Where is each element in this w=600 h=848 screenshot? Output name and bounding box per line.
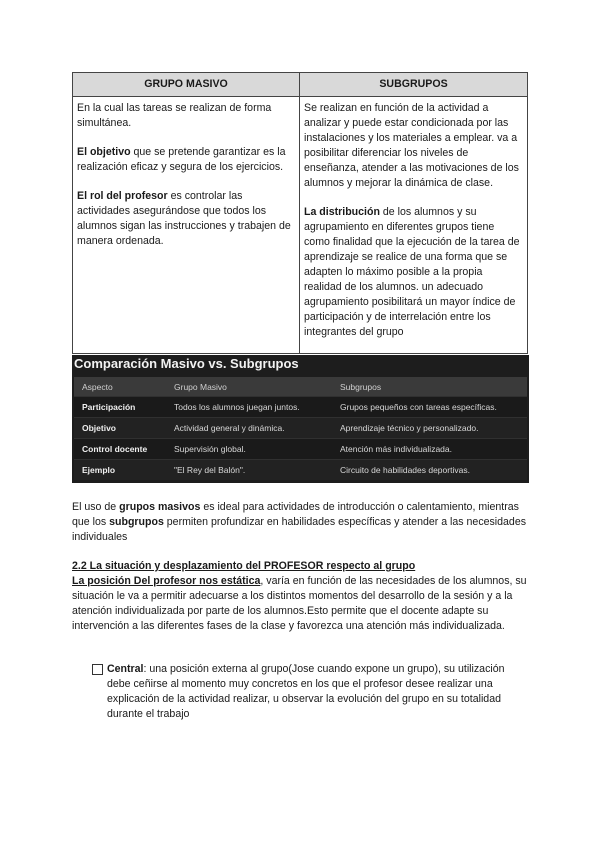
comparison-cell: Participación [74, 397, 166, 418]
masivo-p3-bold: El rol del profesor [77, 190, 168, 202]
bullet-bold: Central [107, 663, 144, 675]
masivo-p2-rest: que se pretende garantizar es la realización eficaz y segura de los ejercicios. [77, 146, 286, 173]
bullet-central [92, 662, 528, 722]
header-subgrupos: SUBGRUPOS [300, 73, 528, 97]
section-lead: La posición Del profesor nos estática [72, 575, 261, 587]
comparison-table [74, 377, 527, 480]
comparison-cell: Grupos pequeños con tareas específicas. [332, 397, 527, 418]
subgrupos-p1: Se realizan en función de la actividad a analizar y puede estar condicionada por las instalaciones y los materiales a emplear. va a posibilitar diferenciar los niveles de enseñanza, atender a las motivaciones de los alumnos y mejorar la dinámica de clase. [304, 102, 519, 189]
comparison-header: Grupo Masivo [166, 377, 332, 397]
comparison-cell: Atención más individualizada. [332, 439, 527, 460]
cell-subgrupos [300, 97, 528, 354]
comparison-cell: Todos los alumnos juegan juntos. [166, 397, 332, 418]
comparison-row [74, 460, 527, 481]
checkbox-icon[interactable] [92, 664, 103, 675]
comparison-row [74, 439, 527, 460]
comparison-cell: Objetivo [74, 418, 166, 439]
subgrupos-p2-rest: de los alumnos y su agrupamiento en diferentes grupos tiene como finalidad que la ejecución de la tarea de aprendizaje se realice de una forma que se adapten lo máximo posible a la propia realidad de los alumnos. un adecuado agrupamiento posibilitará un mayor índice de participación y de interrelación entre los integrantes del grupo [304, 206, 520, 338]
grouping-table [72, 72, 528, 354]
summary-text: es ideal para actividades de introducción o calentamiento, mientras que los [72, 501, 519, 528]
summary-bold: grupos masivos [119, 501, 201, 513]
comparison-cell: "El Rey del Balón". [166, 460, 332, 481]
section-body [72, 574, 532, 634]
summary-text: El uso de [72, 501, 120, 513]
comparison-row [74, 397, 527, 418]
comparison-cell: Circuito de habilidades deportivas. [332, 460, 527, 481]
section-body-text: , varía en función de las necesidades de los alumnos, su situación le va a permitir adecuarse a los distintos momentos del desarrollo de la sesión y a la atención individualizada por parte de los alumnos.Esto permite que el docente adapte su intervención a las diferentes fases de la clase y favorezca una atención más individualizada. [72, 575, 527, 632]
masivo-p3-rest: es controlar las actividades asegurándose que todos los alumnos sigan las instrucciones y trabajen de manera ordenada. [77, 190, 291, 247]
bullet-body: : una posición externa al grupo(Jose cuando expone un grupo), su utilización debe ceñirse al momento muy concretos en los que el profesor desee realizar una explicación de la actividad realizar, u observar la evolución del grupo en su totalidad durante el trabajo [107, 663, 505, 720]
bullet-text [107, 662, 528, 722]
summary-bold: subgrupos [109, 516, 164, 528]
header-grupo-masivo: GRUPO MASIVO [73, 73, 300, 97]
comparison-header: Aspecto [74, 377, 166, 397]
summary-text: permiten profundizar en habilidades específicas y atender a las necesidades individuales [72, 516, 527, 543]
masivo-p1: En la cual las tareas se realizan de forma simultánea. [77, 102, 272, 129]
comparison-image [72, 355, 529, 483]
masivo-p2 [77, 145, 295, 175]
subgrupos-p2-bold: La distribución [304, 206, 380, 218]
comparison-cell: Ejemplo [74, 460, 166, 481]
summary-paragraph [72, 500, 532, 545]
cell-grupo-masivo [73, 97, 300, 354]
comparison-row [74, 418, 527, 439]
comparison-cell: Actividad general y dinámica. [166, 418, 332, 439]
comparison-cell: Aprendizaje técnico y personalizado. [332, 418, 527, 439]
masivo-p2-bold: El objetivo [77, 146, 131, 158]
comparison-title: Comparación Masivo vs. Subgrupos [74, 356, 299, 371]
comparison-cell: Control docente [74, 439, 166, 460]
subgrupos-p2 [304, 205, 523, 340]
comparison-cell: Supervisión global. [166, 439, 332, 460]
section-heading: 2.2 La situación y desplazamiento del PROFESOR respecto al grupo [72, 560, 416, 572]
comparison-header: Subgrupos [332, 377, 527, 397]
masivo-p3 [77, 189, 295, 249]
